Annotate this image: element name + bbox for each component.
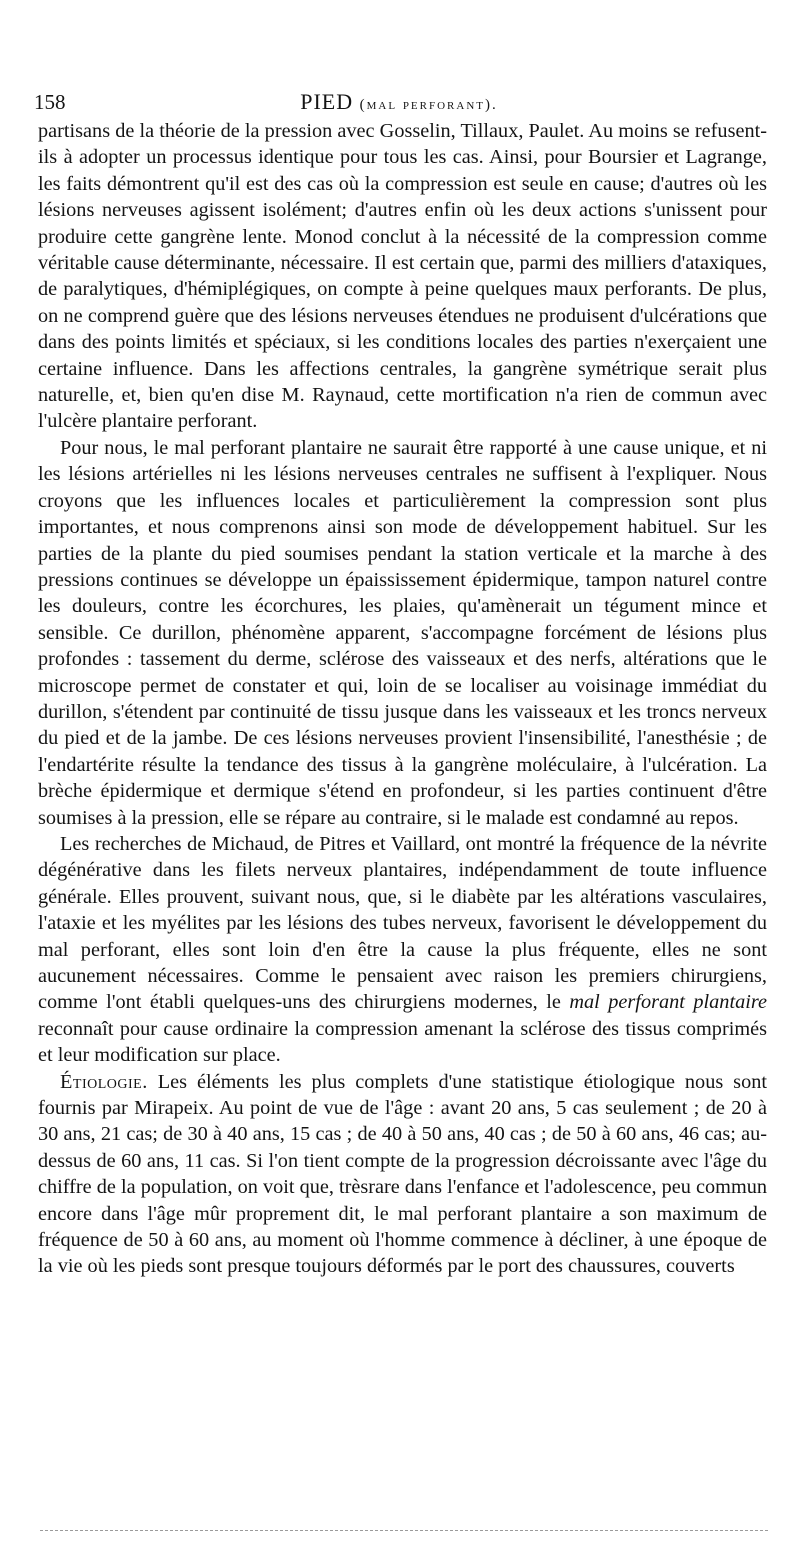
running-subtitle: (mal perforant). bbox=[359, 97, 498, 113]
paragraph-etiologie bbox=[38, 1069, 767, 1280]
running-title: PIED bbox=[300, 89, 354, 114]
section-heading-etiologie: Étiologie. bbox=[60, 1070, 148, 1093]
paragraph-3-emphasis: mal perforant plantaire bbox=[569, 991, 767, 1014]
paragraph-3 bbox=[38, 831, 767, 1069]
paragraph-1: partisans de la théorie de la pression avec Gosselin, Tillaux, Paulet. Au moins se refusent-ils à adopter un processus identique pour tous les cas. Ainsi, pour Boursier et Lagrange, les faits démontrent qu'il est des cas où la compression est seule en cause; d'autres où les lésions nerveuses agissent isolément; d'autres enfin où les deux actions s'unissent pour produire cette gangrène lente. Monod conclut à la nécessité de la compression comme véritable cause déterminante, nécessaire. Il est certain que, parmi des milliers d'ataxiques, de paralytiques, d'hémiplégiques, on compte à peine quelques maux perforants. De plus, on ne comprend guère que des lésions nerveuses étendues ne produisent d'ulcérations que dans des points limités et spéciaux, si les conditions locales des parties n'exerçaient une certaine influence. Dans les affections centrales, la gangrène symétrique serait plus naturelle, et, bien qu'en dise M. Raynaud, cette mortification n'a rien de commun avec l'ulcère plantaire perforant. bbox=[38, 120, 767, 433]
paragraph-3-text-before: Les recherches de Michaud, de Pitres et Vaillard, ont montré la fréquence de la névrite dégénérative dans les filets nerveux plantaires, indépendamment de toute influence générale. Elles prouvent, suivant nous, que, si le diabète par les altérations vasculaires, l'ataxie et les myélites par les lésions des tubes nerveux, favorisent le développement du mal perforant, elles sont loin d'en être la cause la plus fréquente, elles ne sont aucunement nécessaires. Comme le pensaient avec raison les premiers chirurgiens, comme l'ont établi quelques-uns des chirurgiens modernes, le bbox=[38, 832, 767, 1014]
body-text bbox=[38, 118, 767, 1280]
footer-rule bbox=[40, 1530, 768, 1531]
page-header bbox=[30, 84, 768, 118]
page-number: 158 bbox=[34, 90, 66, 114]
paragraph-3-text-after: reconnaît pour cause ordinaire la compression amenant la sclérose des tissus comprimés et leur modification sur place. bbox=[38, 1017, 767, 1067]
running-head bbox=[30, 89, 768, 115]
paragraph-etiologie-text: Les éléments les plus complets d'une statistique étiologique nous sont fournis par Mirapeix. Au point de vue de l'âge : avant 20 ans, 5 cas seulement ; de 20 à 30 ans, 21 cas; de 30 à 40 ans, 15 cas ; de 40 à 50 ans, 40 cas ; de 50 à 60 ans, 46 cas; au-dessus de 60 ans, 11 cas. Si l'on tient compte de la progression décroissante avec l'âge du chiffre de la population, on voit que, trèsrare dans l'enfance et l'adolescence, peu commun encore dans l'âge mûr proprement dit, le mal perforant plantaire a son maximum de fréquence de 50 à 60 ans, au moment où l'homme commence à décliner, à une époque de la vie où les pieds sont presque toujours déformés par le port des chaussures, couverts bbox=[38, 1070, 767, 1278]
paragraph-2: Pour nous, le mal perforant plantaire ne saurait être rapporté à une cause unique, et ni les lésions artérielles ni les lésions nerveuses centrales ne suffisent à l'expliquer. Nous croyons que les influences locales et particulièrement la compression sont plus importantes, et nous comprenons ainsi son mode de développement habituel. Sur les parties de la plante du pied soumises pendant la station verticale et la marche à des pressions continues se développe un épaississement épidermique, tampon naturel contre les douleurs, contre les écorchures, les plaies, qu'amènerait un tégument mince et sensible. Ce durillon, phénomène apparent, s'accompagne forcément de lésions plus profondes : tassement du derme, sclérose des vaisseaux et des nerfs, altérations que le microscope permet de constater et qui, loin de se localiser au voisinage immédiat du durillon, s'étendent par continuité de tissu jusque dans les vaisseaux et les troncs nerveux du pied et de la jambe. De ces lésions nerveuses provient l'insensibilité, l'anesthésie ; de l'endartérite résulte la tendance des tissus à la gangrène moléculaire, à l'ulcération. La brèche épidermique et dermique s'étend en profondeur, si les parties continuent d'être soumises à la pression, elle se répare au contraire, si le malade est condamné au repos. bbox=[38, 436, 767, 829]
